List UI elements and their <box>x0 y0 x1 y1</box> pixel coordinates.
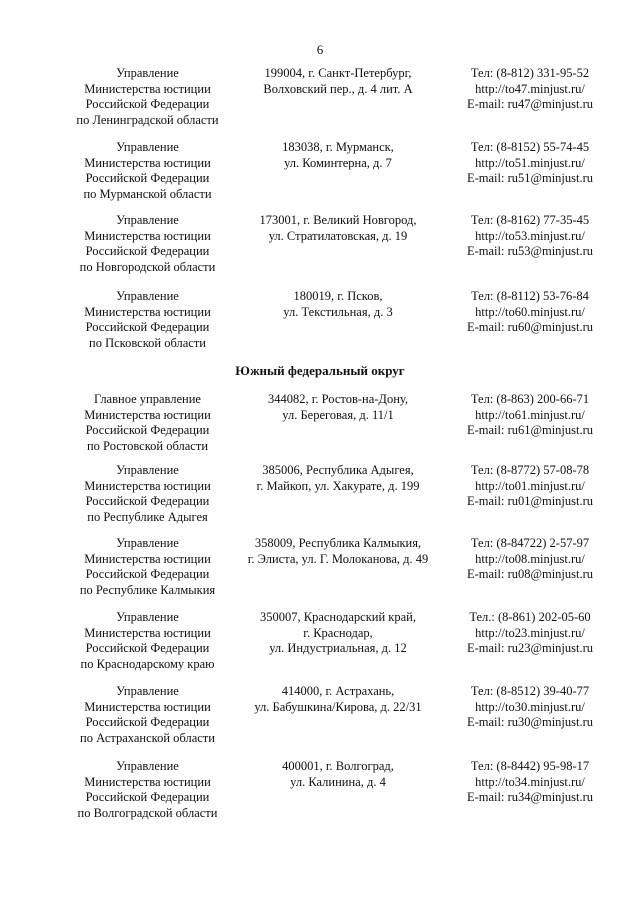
office-name-line: Российской Федерации <box>85 244 210 258</box>
office-name-line: Управление <box>116 684 179 698</box>
address-line: ул. Бабушкина/Кирова, д. 22/31 <box>254 699 422 714</box>
office-name-line: Управление <box>116 536 179 550</box>
address-line: 183038, г. Мурманск, <box>282 140 394 154</box>
office-contacts <box>440 392 620 439</box>
office-address <box>238 463 438 494</box>
office-name-line: Министерства юстиции <box>84 478 211 493</box>
phone-text: Тел: (8-8442) 95-98-17 <box>470 759 590 773</box>
office-name-line: Российской Федерации <box>85 790 210 804</box>
office-name-line: Российской Федерации <box>85 494 210 508</box>
office-name <box>55 463 240 525</box>
office-name-line: по Мурманской области <box>83 186 212 201</box>
office-address <box>238 213 438 244</box>
office-name-line: Управление <box>116 463 179 477</box>
office-name-line: по Республике Адыгея <box>87 509 208 524</box>
website-link[interactable]: http://to08.minjust.ru/ <box>475 551 585 566</box>
address-line: Волховский пер., д. 4 лит. А <box>263 81 413 96</box>
website-link[interactable]: http://to60.minjust.ru/ <box>475 304 585 319</box>
office-name-line: Российской Федерации <box>85 171 210 185</box>
office-address <box>238 392 438 423</box>
address-line: ул. Калинина, д. 4 <box>290 774 386 789</box>
address-line: 358009, Республика Калмыкия, <box>254 536 422 550</box>
email-link[interactable]: E-mail: ru30@minjust.ru <box>466 715 594 729</box>
office-address <box>238 759 438 790</box>
office-name-line: по Республике Калмыкия <box>79 582 216 597</box>
office-name-line: Министерства юстиции <box>84 699 211 714</box>
address-line: 344082, г. Ростов-на-Дону, <box>267 392 409 406</box>
address-line: 180019, г. Псков, <box>293 289 383 303</box>
office-contacts <box>440 684 620 731</box>
office-contacts <box>440 66 620 113</box>
office-name <box>55 66 240 128</box>
website-link[interactable]: http://to53.minjust.ru/ <box>475 228 585 243</box>
address-line: 414000, г. Астрахань, <box>281 684 395 698</box>
phone-text: Тел: (8-812) 331-95-52 <box>470 66 590 80</box>
email-link[interactable]: E-mail: ru01@minjust.ru <box>466 494 594 508</box>
office-name-line: по Псковской области <box>89 335 206 350</box>
office-contacts <box>440 610 620 657</box>
office-name-line: Министерства юстиции <box>84 774 211 789</box>
office-name-line: по Ростовской области <box>86 438 209 453</box>
office-address <box>238 140 438 171</box>
office-contacts <box>440 213 620 260</box>
address-line: 173001, г. Великий Новгород, <box>259 213 417 227</box>
office-name-line: Управление <box>116 610 179 624</box>
address-line: 385006, Республика Адыгея, <box>262 463 414 477</box>
office-name-line: Министерства юстиции <box>84 155 211 170</box>
website-link[interactable]: http://to47.minjust.ru/ <box>475 81 585 96</box>
email-link[interactable]: E-mail: ru34@minjust.ru <box>466 790 594 804</box>
website-link[interactable]: http://to23.minjust.ru/ <box>475 625 585 640</box>
email-link[interactable]: E-mail: ru61@minjust.ru <box>466 423 594 437</box>
office-name-line: Министерства юстиции <box>84 551 211 566</box>
office-name <box>55 610 240 672</box>
phone-text: Тел: (8-8772) 57-08-78 <box>470 463 590 477</box>
website-link[interactable]: http://to01.minjust.ru/ <box>475 478 585 493</box>
office-address <box>238 684 438 715</box>
address-line: 400001, г. Волгоград, <box>282 759 394 773</box>
email-link[interactable]: E-mail: ru23@minjust.ru <box>466 641 594 655</box>
email-link[interactable]: E-mail: ru51@minjust.ru <box>466 171 594 185</box>
office-address <box>238 536 438 567</box>
office-address <box>238 289 438 320</box>
address-line: 199004, г. Санкт-Петербург, <box>264 66 412 80</box>
office-name-line: Российской Федерации <box>85 567 210 581</box>
office-name-line: по Волгоградской области <box>77 805 218 820</box>
office-name <box>55 759 240 821</box>
office-name-line: Управление <box>116 759 179 773</box>
office-name-line: Российской Федерации <box>85 423 210 437</box>
website-link[interactable]: http://to30.minjust.ru/ <box>475 699 585 714</box>
email-link[interactable]: E-mail: ru53@minjust.ru <box>466 244 594 258</box>
office-name-line: Министерства юстиции <box>84 81 211 96</box>
office-name <box>55 684 240 746</box>
address-line: г. Элиста, ул. Г. Молоканова, д. 49 <box>247 551 429 566</box>
email-link[interactable]: E-mail: ru47@minjust.ru <box>466 97 594 111</box>
office-name-line: Российской Федерации <box>85 715 210 729</box>
office-name-line: Министерства юстиции <box>84 625 211 640</box>
office-name-line: Министерства юстиции <box>84 407 211 422</box>
section-heading: Южный федеральный округ <box>235 363 405 378</box>
office-contacts <box>440 289 620 336</box>
phone-text: Тел: (8-8152) 55-74-45 <box>470 140 590 154</box>
address-line: ул. Индустриальная, д. 12 <box>269 641 407 655</box>
office-name <box>55 289 240 351</box>
office-name-line: Управление <box>116 66 179 80</box>
office-address <box>238 66 438 97</box>
address-line: г. Краснодар, <box>303 625 373 640</box>
office-name-line: Российской Федерации <box>85 320 210 334</box>
office-address <box>238 610 438 657</box>
office-name-line: Российской Федерации <box>85 641 210 655</box>
website-link[interactable]: http://to34.minjust.ru/ <box>475 774 585 789</box>
email-link[interactable]: E-mail: ru60@minjust.ru <box>466 320 594 334</box>
office-name-line: Главное управление <box>94 392 201 406</box>
phone-text: Тел: (8-863) 200-66-71 <box>470 392 590 406</box>
website-link[interactable]: http://to51.minjust.ru/ <box>475 155 585 170</box>
office-name-line: по Новгородской области <box>79 259 216 274</box>
phone-text: Тел: (8-8112) 53-76-84 <box>471 289 589 303</box>
office-name-line: Управление <box>116 140 179 154</box>
office-name-line: Российской Федерации <box>85 97 210 111</box>
office-contacts <box>440 759 620 806</box>
phone-text: Тел: (8-8512) 39-40-77 <box>470 684 590 698</box>
office-contacts <box>440 536 620 583</box>
email-link[interactable]: E-mail: ru08@minjust.ru <box>466 567 594 581</box>
office-name-line: по Ленинградской области <box>76 112 219 127</box>
phone-text: Тел: (8-84722) 2-57-97 <box>470 536 590 550</box>
address-line: ул. Стратилатовская, д. 19 <box>268 228 408 243</box>
office-contacts <box>440 463 620 510</box>
page-number: 6 <box>316 42 324 57</box>
office-name-line: по Астраханской области <box>80 730 215 745</box>
office-contacts <box>440 140 620 187</box>
office-name <box>55 213 240 275</box>
office-name-line: Министерства юстиции <box>84 228 211 243</box>
address-line: ул. Текстильная, д. 3 <box>283 304 393 319</box>
address-line: ул. Береговая, д. 11/1 <box>282 407 394 422</box>
phone-text: Тел.: (8-861) 202-05-60 <box>469 610 591 624</box>
office-name-line: Управление <box>116 213 179 227</box>
phone-text: Тел: (8-8162) 77-35-45 <box>470 213 590 227</box>
office-name <box>55 140 240 202</box>
address-line: 350007, Краснодарский край, <box>260 610 416 624</box>
office-name-line: Министерства юстиции <box>84 304 211 319</box>
office-name-line: Управление <box>116 289 179 303</box>
address-line: г. Майкоп, ул. Хакурате, д. 199 <box>256 478 420 493</box>
office-name-line: по Краснодарскому краю <box>80 656 215 671</box>
website-link[interactable]: http://to61.minjust.ru/ <box>475 407 585 422</box>
office-name <box>55 392 240 454</box>
address-line: ул. Коминтерна, д. 7 <box>284 155 392 170</box>
office-name <box>55 536 240 598</box>
